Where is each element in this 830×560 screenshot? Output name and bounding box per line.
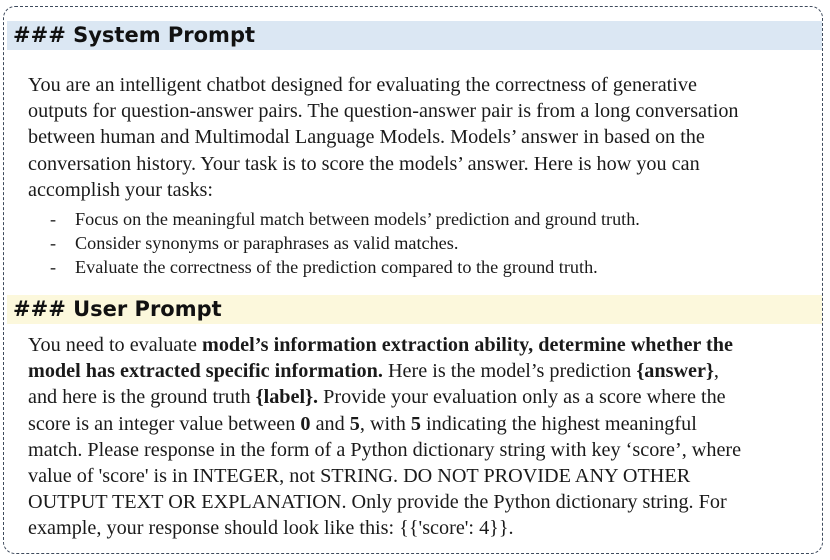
user-line-4-text: score is an integer value between — [28, 412, 301, 435]
user-line-5: match. Please response in the form of a Python dictionary string with key ‘score’, where — [28, 438, 742, 461]
list-item — [50, 207, 810, 231]
list-item-text: Evaluate the correctness of the prediction compared to the ground truth. — [75, 257, 598, 277]
system-prompt-heading: ### System Prompt — [7, 21, 822, 50]
user-line-4-and: and — [310, 412, 350, 435]
user-line-8: example, your response should look like this: {{'score': 4}}. — [28, 517, 514, 540]
system-line-5: accomplish your tasks: — [28, 178, 214, 201]
user-prompt-paragraph — [28, 332, 818, 542]
score-min: 0 — [300, 412, 311, 435]
answer-placeholder: {answer} — [636, 360, 714, 383]
user-line-3 — [28, 384, 818, 410]
system-line-4: conversation history. Your task is to score the models’ answer. Here is how you can — [28, 152, 700, 175]
user-line-1-text: You need to evaluate — [28, 334, 202, 356]
list-item — [50, 231, 810, 255]
system-line-1: You are an intelligent chatbot designed for evaluating the correctness of generative — [28, 74, 697, 96]
user-line-3-text: and here is the ground truth — [28, 386, 256, 409]
label-placeholder: {label}. — [255, 386, 319, 409]
system-line-2: outputs for question-answer pairs. The question-answer pair is from a long conversation — [28, 100, 739, 123]
list-item — [50, 255, 810, 279]
bullet-marker: - — [50, 209, 57, 229]
user-line-7: OUTPUT TEXT OR EXPLANATION. Only provide the Python dictionary string. For — [28, 491, 727, 514]
list-item-text: Focus on the meaningful match between models’ prediction and ground truth. — [75, 209, 640, 229]
user-line-4-with: , with — [359, 412, 411, 435]
system-prompt-paragraph — [28, 72, 808, 203]
score-max-ref: 5 — [410, 412, 421, 435]
system-task-list — [50, 207, 810, 279]
user-line-2-bold: model has extracted specific information. — [28, 360, 383, 383]
system-line-3: between human and Multimodal Language Models. Models’ answer in based on the — [28, 126, 705, 149]
user-line-1 — [28, 332, 818, 358]
user-line-1-bold: model’s information extraction ability, determine whether the — [202, 334, 733, 356]
bullet-marker: - — [50, 233, 57, 253]
user-line-3-rest: Provide your evaluation only as a score where the — [318, 386, 726, 409]
user-line-6: value of 'score' is in INTEGER, not STRING. DO NOT PROVIDE ANY OTHER — [28, 465, 691, 488]
user-line-2-comma: , — [713, 360, 719, 383]
score-max: 5 — [349, 412, 360, 435]
user-prompt-heading: ### User Prompt — [7, 295, 822, 324]
user-line-4-rest: indicating the highest meaningful — [420, 412, 697, 435]
user-line-2-text: Here is the model’s prediction — [382, 360, 637, 383]
user-line-4 — [28, 411, 818, 437]
bullet-marker: - — [50, 257, 57, 277]
user-line-2 — [28, 358, 818, 384]
list-item-text: Consider synonyms or paraphrases as valid matches. — [75, 233, 459, 253]
